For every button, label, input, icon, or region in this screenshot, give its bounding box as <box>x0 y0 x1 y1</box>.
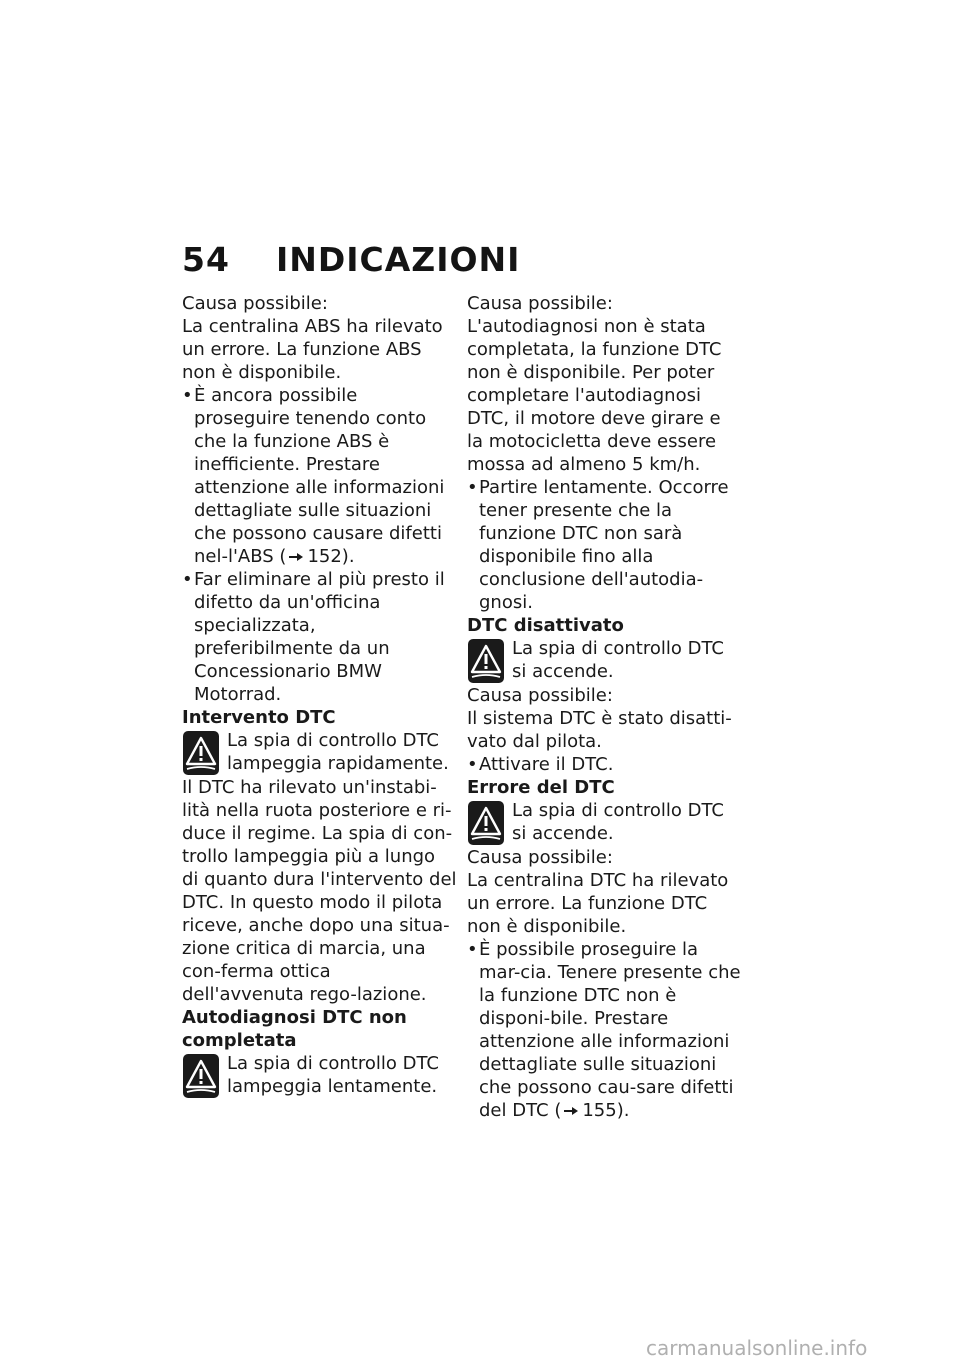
cause-text: La centralina ABS ha rilevato un errore. La funzione ABS non è disponibile. <box>182 316 443 383</box>
page-reference[interactable]: 152). <box>307 546 355 567</box>
list-item-text: È ancora possibile proseguire tenendo conto che la funzione ABS è inefficiente. Prestare attenzione alle informazioni dettagliate sulle situazioni che possono causare difetti nel-l'ABS <box>194 385 445 567</box>
cause-text: Il sistema DTC è stato disatti-vato dal pilota. <box>467 708 732 752</box>
section-heading: Autodiagnosi DTC non completata <box>182 1007 407 1051</box>
lamp-description: La spia di controllo DTC si accende. <box>512 638 724 682</box>
list-item: • È ancora possibile proseguire tenendo conto che la funzione ABS è inefficiente. Prestare attenzione alle informazioni dettagliate sulle situazioni che possono causare difetti nel-l'ABS ( 152). <box>182 385 445 567</box>
section-heading: Errore del DTC <box>467 777 615 798</box>
watermark: carmanualsonline.info <box>646 1336 868 1360</box>
dtc-warning-lamp-icon <box>467 800 505 846</box>
page-heading <box>182 240 520 279</box>
page-number: 54 <box>182 240 230 279</box>
bullet-dot: • <box>182 569 193 590</box>
section-body: Il DTC ha rilevato un'instabi-lità nella ruota posteriore e ri-duce il regime. La spia di con-trollo lampeggia più a lungo di quanto dura l'intervento del DTC. In questo modo il pilota riceve, anche dopo una situa-zione critica di marcia, una con-ferma ottica dell'avvenuta rego-lazione. <box>182 777 457 1005</box>
left-column <box>182 292 457 1099</box>
list-item <box>467 476 742 614</box>
list-item-text: Partire lentamente. Occorre tener presente che la funzione DTC non sarà disponibile fino alla conclusione dell'autodia-gnosi. <box>479 477 729 613</box>
list-item-text: Far eliminare al più presto il difetto da un'officina specializzata, preferibilmente da un Concessionario BMW Motorrad. <box>194 569 445 705</box>
lamp-row <box>467 637 742 684</box>
list-item <box>467 753 742 776</box>
lamp-description: La spia di controllo DTC lampeggia rapidamente. <box>227 730 449 774</box>
page-reference-arrow-icon <box>563 1106 579 1116</box>
cause-text: La centralina DTC ha rilevato un errore. La funzione DTC non è disponibile. <box>467 870 729 937</box>
bullet-dot: • <box>467 939 478 960</box>
cause-label: Causa possibile: <box>467 847 613 868</box>
bullet-dot: • <box>467 754 478 775</box>
lamp-row <box>467 799 742 846</box>
lamp-description: La spia di controllo DTC lampeggia lentamente. <box>227 1053 439 1097</box>
cause-label: Causa possibile: <box>467 293 613 314</box>
list-item-text: È possibile proseguire la mar-cia. Tenere presente che la funzione DTC non è disponi-bile. Prestare attenzione alle informazioni dettagliate sulle situazioni che possono cau-sare difetti del DTC <box>479 939 741 1121</box>
list-item-text: Attivare il DTC. <box>479 754 614 775</box>
lamp-row <box>182 1052 457 1099</box>
cause-text: L'autodiagnosi non è stata completata, la funzione DTC non è disponibile. Per poter completare l'autodiagnosi DTC, il motore deve girare e la motocicletta deve essere mossa ad almeno 5 km/h. <box>467 316 722 475</box>
section-heading: Intervento DTC <box>182 707 336 728</box>
right-column <box>467 292 742 1122</box>
dtc-warning-lamp-icon <box>182 730 220 776</box>
page-reference-arrow-icon <box>288 552 304 562</box>
list-item: • È possibile proseguire la mar-cia. Tenere presente che la funzione DTC non è disponi-bile. Prestare attenzione alle informazioni dettagliate sulle situazioni che possono cau-sare difetti del DTC ( 155). <box>467 939 741 1121</box>
bullet-dot: • <box>467 477 478 498</box>
dtc-warning-lamp-icon <box>182 1053 220 1099</box>
cause-label: Causa possibile: <box>467 685 613 706</box>
list-item <box>182 568 457 706</box>
section-heading: DTC disattivato <box>467 615 624 636</box>
dtc-warning-lamp-icon <box>467 638 505 684</box>
page-title: INDICAZIONI <box>275 240 521 279</box>
bullet-dot: • <box>182 385 193 406</box>
lamp-row <box>182 729 457 776</box>
page-reference[interactable]: 155). <box>582 1100 630 1121</box>
cause-label: Causa possibile: <box>182 293 328 314</box>
lamp-description: La spia di controllo DTC si accende. <box>512 800 724 844</box>
